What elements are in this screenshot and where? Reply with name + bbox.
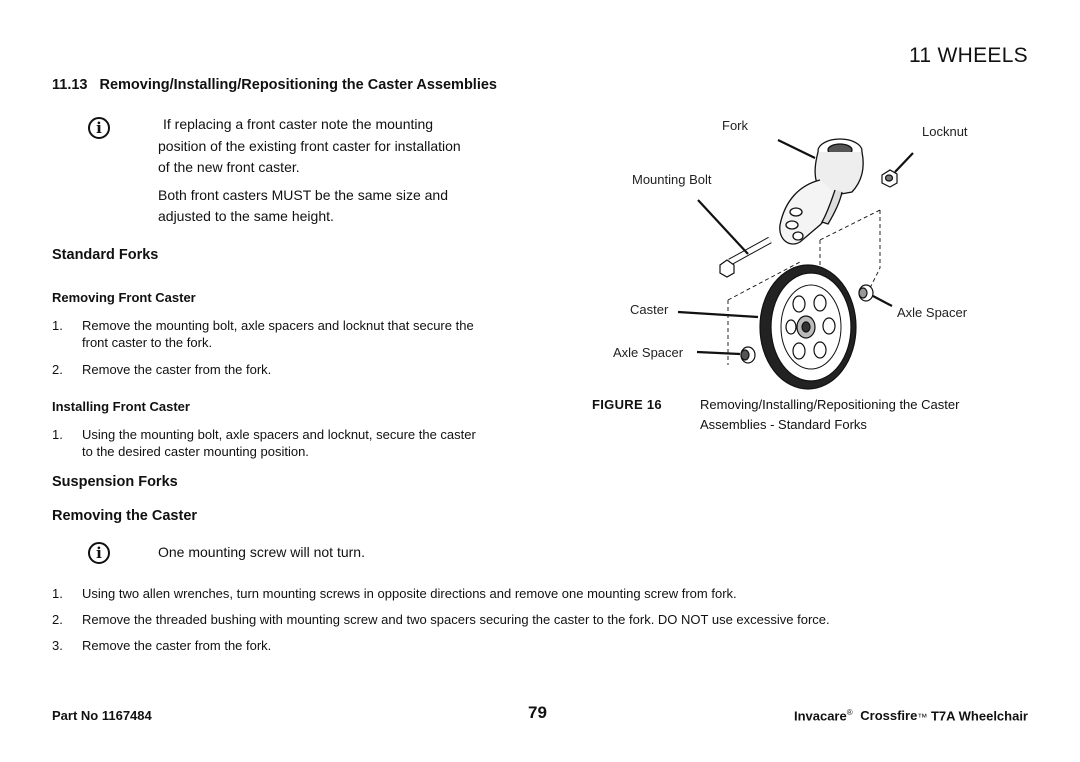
removing-front-caster-heading: Removing Front Caster [52, 290, 196, 305]
step-remove-2: 2. Remove the caster from the fork. [52, 362, 272, 377]
footer-part-number: Part No 1167484 [52, 708, 152, 723]
chapter-title: 11 WHEELS [908, 44, 1028, 67]
callout-caster: Caster [630, 302, 669, 317]
figure-label: FIGURE 16 [592, 397, 662, 412]
step-suspension-3: 3. Remove the caster from the fork. [52, 638, 272, 653]
figure-caption [592, 395, 1022, 439]
caster-wheel-shape [760, 265, 856, 389]
installing-front-caster-heading: Installing Front Caster [52, 399, 190, 414]
step-remove-1: 1. Remove the mounting bolt, axle spacers and locknut that secure the front caster to the fork. [52, 318, 474, 350]
page-number: 79 [528, 703, 547, 722]
callout-axle-spacer-right: Axle Spacer [897, 305, 968, 320]
section-title: Removing/Installing/Repositioning the Caster Assemblies [99, 77, 497, 93]
removing-the-caster-heading: Removing the Caster [52, 508, 198, 524]
mounting-bolt-shape [720, 240, 770, 277]
callout-mounting-bolt: Mounting Bolt [632, 172, 712, 187]
callout-axle-spacer-left: Axle Spacer [613, 345, 684, 360]
figure-caption-line1: Removing/Installing/Repositioning the Caster [700, 397, 960, 412]
note-replacing-caster: If replacing a front caster note the mounting position of the existing front caster for installation of the new front caster. Both front casters MUST be the same size and adjusted to the same height. [158, 116, 461, 224]
axle-spacer-left-shape [741, 347, 755, 363]
figure-caption-line2: Assemblies - Standard Forks [700, 417, 867, 432]
section-number: 11.13 [52, 77, 88, 93]
footer-product-name: Invacare® Crossfire™ T7A Wheelchair [793, 708, 1028, 724]
step-suspension-1: 1. Using two allen wrenches, turn mounting screws in opposite directions and remove one mounting screw from fork. [52, 586, 737, 601]
standard-forks-heading: Standard Forks [52, 247, 159, 263]
callout-locknut: Locknut [922, 124, 968, 139]
suspension-forks-heading: Suspension Forks [52, 474, 178, 490]
axle-spacer-right-shape [859, 285, 873, 301]
fork-shape [780, 139, 863, 244]
callout-fork: Fork [722, 118, 748, 133]
step-install-1: 1. Using the mounting bolt, axle spacers and locknut, secure the caster to the desired caster mounting position. [52, 427, 476, 459]
locknut-shape [882, 170, 897, 187]
note-mounting-screw: One mounting screw will not turn. [158, 544, 365, 560]
step-suspension-2: 2. Remove the threaded bushing with mounting screw and two spacers securing the caster to the fork. DO NOT use excessive force. [52, 612, 830, 627]
